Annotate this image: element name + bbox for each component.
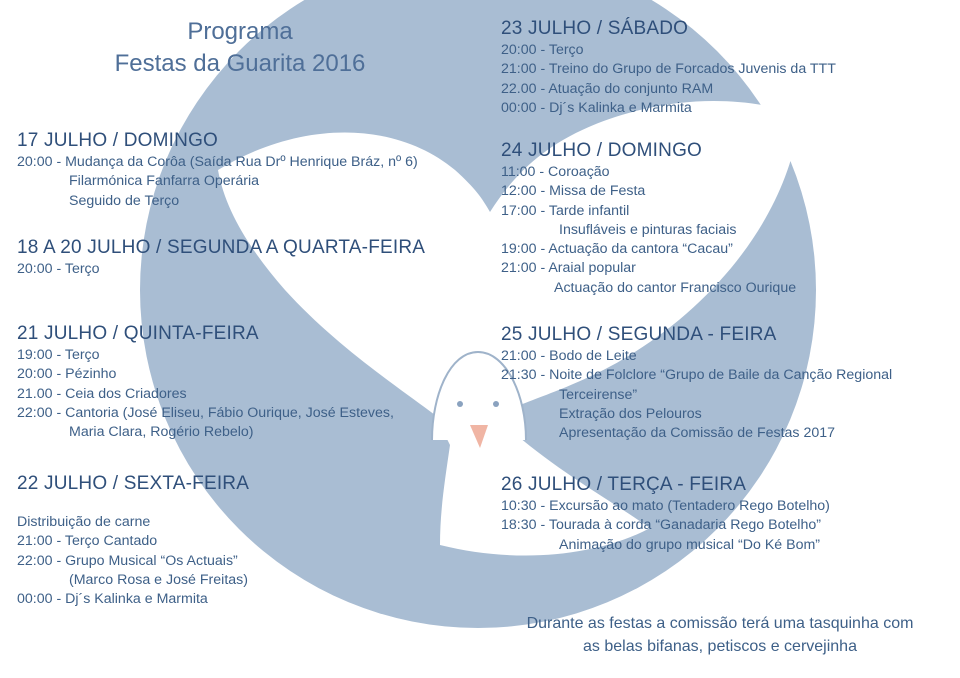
title-line-2: Festas da Guarita 2016 [114, 50, 366, 77]
event-line: 20:00 - Terço [501, 42, 584, 58]
event-line: Filarmónica Fanfarra Operária [69, 173, 260, 190]
event-line: Apresentação da Comissão de Festas 2017 [559, 425, 836, 442]
event-line: 20:00 - Pézinho [17, 366, 117, 383]
event-line: 22:00 - Cantoria (José Eliseu, Fábio Ourique, José Esteves, [17, 404, 394, 421]
event-line: 21:00 - Bodo de Leite [501, 348, 637, 364]
event-line: Distribuição de carne [17, 514, 151, 530]
section-title: 18 A 20 JULHO / SEGUNDA A QUARTA-FEIRA [17, 237, 426, 258]
section-title: 21 JULHO / QUINTA-FEIRA [17, 323, 259, 344]
section-title: 22 JULHO / SEXTA-FEIRA [17, 473, 250, 494]
event-line: 21:00 - Terço Cantado [17, 533, 158, 550]
event-line: Seguido de Terço [69, 192, 180, 209]
event-line: 10:30 - Excursão ao mato (Tentadero Rego Botelho) [501, 498, 830, 514]
section-title: 24 JULHO / DOMINGO [501, 140, 703, 161]
event-line: 21:30 - Noite de Folclore “Grupo de Baile da Canção Regional [501, 367, 893, 384]
event-line: 00:00 - Dj´s Kalinka e Marmita [501, 99, 692, 116]
event-line: 17:00 - Tarde infantil [501, 202, 630, 219]
section-25-julho [501, 323, 892, 443]
event-line: 22.00 - Atuação do conjunto RAM [501, 80, 714, 97]
event-line: 00:00 - Dj´s Kalinka e Marmita [17, 591, 208, 608]
section-title: 25 JULHO / SEGUNDA - FEIRA [501, 324, 777, 345]
footer-line-1: Durante as festas a comissão terá uma tasquinha com [526, 615, 914, 632]
event-line: Actuação do cantor Francisco Ourique [554, 279, 797, 296]
event-line: 20:00 - Terço [17, 261, 100, 277]
event-line: Terceirense” [559, 386, 638, 403]
footer-line-2: as belas bifanas, petiscos e cervejinha [583, 638, 857, 655]
section-18-20-julho [17, 236, 425, 279]
section-22-julho [17, 472, 249, 609]
section-24-julho [501, 139, 796, 298]
section-23-julho [501, 17, 836, 118]
section-title: 26 JULHO / TERÇA - FEIRA [501, 474, 747, 495]
program-title [90, 16, 390, 80]
title-line-1: Programa [187, 18, 293, 45]
event-line: 19:00 - Terço [17, 347, 100, 363]
event-line: Insufláveis e pinturas faciais [559, 221, 737, 238]
event-line: 22:00 - Grupo Musical “Os Actuais” [17, 552, 238, 569]
event-line: 21:00 - Araial popular [501, 260, 636, 277]
event-line: 20:00 - Mudança da Corôa (Saída Rua Drº Henrique Bráz, nº 6) [17, 154, 418, 170]
event-line: Extração dos Pelouros [559, 405, 702, 422]
event-line: 18:30 - Tourada à corda “Ganadaria Rego Botelho” [501, 517, 821, 534]
footer-note [495, 612, 945, 658]
event-line: 11:00 - Coroação [501, 164, 610, 180]
section-26-julho [501, 473, 830, 555]
event-line: Animação do grupo musical “Do Ké Bom” [559, 536, 821, 553]
event-line: 19:00 - Actuação da cantora “Cacau” [501, 241, 733, 258]
event-line: (Marco Rosa e José Freitas) [69, 571, 248, 588]
event-line: 21.00 - Ceia dos Criadores [17, 385, 187, 402]
section-17-julho [17, 129, 418, 211]
event-line: 21:00 - Treino do Grupo de Forcados Juvenis da TTT [501, 61, 836, 78]
event-line: Maria Clara, Rogério Rebelo) [69, 424, 254, 441]
section-title: 17 JULHO / DOMINGO [17, 130, 219, 151]
section-21-julho [17, 322, 394, 442]
section-title: 23 JULHO / SÁBADO [501, 18, 689, 39]
event-line: 12:00 - Missa de Festa [501, 183, 646, 200]
